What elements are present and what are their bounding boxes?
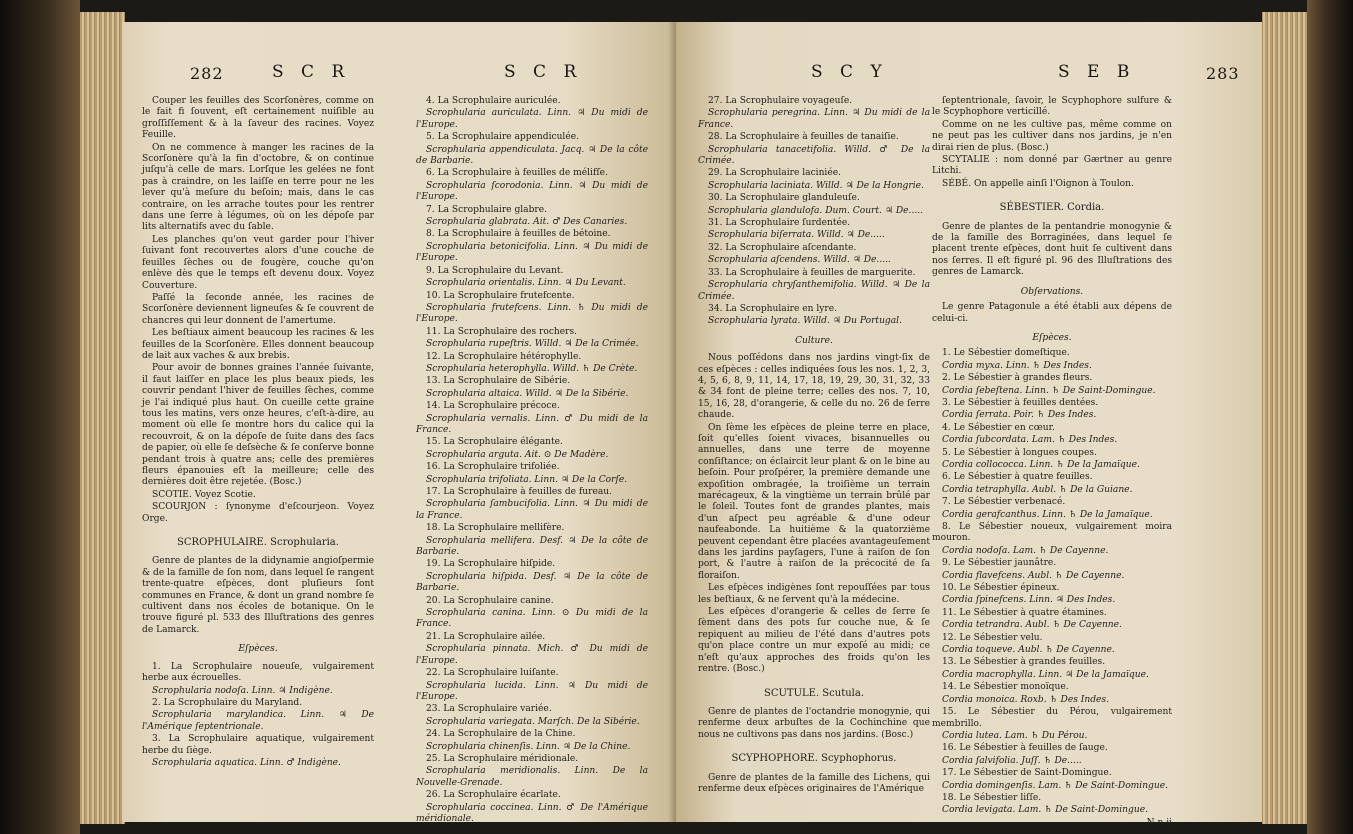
species-entry: 9. La Scrophulaire du Levant. [426, 265, 564, 276]
species-entry: Scrophularia ſambucifolia. Linn. ♃ Du midi de la France. [416, 499, 648, 521]
paragraph: Les beſtiaux aiment beaucoup les racines & les feuilles de la Scorſonère. Elles donnent beaucoup de lait aux vaches & aux brebis. [142, 328, 374, 361]
species-entry: Scrophularia marylandica. Linn. ♃ De l'Amérique ſeptentrionale. [142, 710, 374, 732]
species-entry: 18. La Scrophulaire mellifère. [426, 523, 565, 534]
species-entry: 20. La Scrophulaire canine. [426, 595, 554, 606]
paragraph: SCOURJON : ſynonyme d'eſcourjeon. Voyez Orge. [142, 502, 374, 524]
species-entry: Cordia lutea. Lam. ♄ Du Pérou. [942, 730, 1088, 741]
left-column-1 [142, 96, 374, 770]
species-entry: Scrophularia heterophylla. Willd. ♄ De Crète. [426, 363, 638, 374]
especes-label: Eſpèces. [238, 644, 278, 655]
species-entry: Cordia ſubcordata. Lam. ♄ Des Indes. [942, 435, 1118, 446]
species-entry: Cordia nodoſa. Lam. ♄ De Cayenne. [942, 545, 1109, 556]
species-entry: Scrophularia betonicifolia. Linn. ♃ Du midi de l'Europe. [416, 241, 648, 264]
paragraph: SCOTIE. Voyez Scotie. [152, 489, 256, 500]
species-entry: Cordia ſebeſtena. Linn. ♄ De Saint-Domingue. [942, 385, 1156, 396]
species-entry: 31. La Scrophulaire ſurdentée. [708, 218, 851, 229]
species-entry: 13. La Scrophulaire de Sibérie. [426, 376, 571, 387]
species-entry: Cordia domingenſis. Lam. ♄ De Saint-Domingue. [942, 780, 1169, 791]
species-entry: 1. Le Sébestier domeſtique. [942, 348, 1070, 359]
paragraph: SCYTALIE : nom donné par Gærtner au genre Litchi. [932, 155, 1172, 177]
species-entry: 28. La Scrophulaire à feuilles de tanaiſie. [708, 132, 899, 143]
species-entry: Scrophularia glabrata. Ait. ♂ Des Canaries. [426, 217, 628, 228]
species-entry: 18. Le Sébestier liſſe. [942, 792, 1042, 803]
right-page [676, 22, 1264, 828]
species-entry: 13. Le Sébestier à grandes feuilles. [942, 657, 1106, 668]
species-entry: 5. La Scrophulaire appendiculée. [426, 132, 579, 143]
section-heading-scrophulaire: SCROPHULAIRE. Scrophularia. [177, 537, 339, 549]
species-entry: Cordia ſerrata. Poir. ♄ Des Indes. [942, 410, 1097, 421]
species-entry: 33. La Scrophulaire à feuilles de marguerite. [708, 267, 916, 278]
species-entry: 2. Le Sébestier à grandes fleurs. [942, 373, 1093, 384]
paragraph: Couper les feuilles des Scorſonères, comme on le fait fi ſouvent, eſt certainement nuiſible au groſſiſſement & à la ſaveur des racines. Voyez Feuille. [142, 96, 374, 141]
paragraph: SÉBÉ. On appelle ainſi l'Oignon à Toulon. [942, 178, 1134, 189]
species-entry: 2. La Scrophulaire du Maryland. [152, 697, 303, 708]
species-entry: Scrophularia laciniata. Willd. ♃ De la Hongrie. [708, 180, 924, 191]
species-entry: Scrophularia rupeſtris. Willd. ♃ De la Crimée. [426, 339, 639, 350]
paragraph: Les planches qu'on veut garder pour l'hiver ſuivant font recouvertes alors d'une couche de feuilles ſèches ou de fougère, couche qu'on enlève dès que le temps eſt devenu doux. Voyez Couverture. [142, 234, 374, 291]
species-entry: 17. Le Sébestier de Saint-Domingue. [942, 768, 1112, 779]
species-entry: 22. La Scrophulaire luiſante. [426, 668, 559, 679]
section-heading-scyphophore: SCYPHOPHORE. Scyphophorus. [731, 753, 897, 765]
scutule-text: Genre de plantes de l'octandrie monogynie, qui renferme deux arbuſtes de la Cochinchine que nous ne cultivons pas dans nos jardins. (Bosc.) [698, 706, 930, 740]
species-entry: Scrophularia hiſpida. Desf. ♃ De la côte de Barbarie. [416, 571, 648, 594]
scyphophore-text: Genre de plantes de la famille des Lichens, qui renferme deux eſpèces originaires de l'Amérique [698, 772, 930, 794]
species-entry: Scrophularia variegata. Marſch. De la Sibérie. [426, 716, 640, 727]
running-head-right-2: S E B [1058, 62, 1136, 82]
species-entry: 21. La Scrophulaire ailée. [426, 631, 546, 642]
running-head-left-2: S C R [504, 62, 583, 82]
species-entry: 8. Le Sébestier noueux, vulgairement moira mouron. [932, 522, 1172, 544]
culture-label: Culture. [795, 335, 833, 346]
paragraph: Les eſpèces indigènes ſont repouſſées par tous les beſtiaux, & ne ſervent qu'à la médecine. [698, 583, 930, 605]
species-entry: 25. La Scrophulaire méridionale. [426, 753, 579, 764]
signature-mark: N n ij [1146, 817, 1172, 828]
species-entry: 12. Le Sébestier velu. [942, 632, 1043, 643]
species-entry: Scrophularia frutefcens. Linn. ♄ Du midi de l'Europe. [416, 302, 648, 325]
paragraph: Les eſpèces d'orangerie & celles de ſerre ſe ſèment dans des pots ſur couche nue, & ſe repiquent au milieu de l'été dans d'autres pots qu'on place contre un mur expoſé au midi; ce n'eſt qu'aux approches des froids qu'on les rentre. (Bosc.) [698, 607, 930, 675]
paragraph: On ſème les eſpèces de pleine terre en place, ſoit qu'elles ſoient vivaces, bisannuelles ou annuelles, dans une terre de moyenne conſiſtance; on éclaircit leur plant & on le bine au beſoin. Pour proſpérer, la première demande une expoſition ombragée, la troiſième un terrain marécageux, & la vingtième un terrain brûlé par le ſoleil. Toutes font de grandes plantes, mais d'un aſpect peu agréable & d'une odeur naufeabonde. La huitième & la quatorzième peuvent cependant être placées avantageuſement dans les jardins payſagers, l'une à raiſon de ſon port, & l'autre à raiſon de la précocité de ſa floraiſon. [698, 422, 930, 581]
paragraph: ſeptentrionale, ſavoir, le Scyphophore sulfure & le Scyphophore verticillé. [932, 96, 1172, 118]
page-stack-left [80, 12, 125, 824]
species-entry: 27. La Scrophulaire voyageuſe. [708, 96, 853, 106]
species-entry: Cordia monoica. Roxb. ♄ Des Indes. [942, 694, 1109, 705]
species-entry: 24. La Scrophulaire de la Chine. [426, 729, 576, 740]
species-entry: 6. Le Sébestier à quatre feuilles. [942, 472, 1093, 483]
species-entry: 14. La Scrophulaire précoce. [426, 401, 560, 412]
species-entry: 11. Le Sébestier à quatre étamines. [942, 607, 1107, 618]
especes-label-right: Eſpèces. [1032, 332, 1072, 343]
species-entry: Scrophularia meridionalis. Linn. De la Nouvelle-Grenade. [416, 766, 648, 788]
species-entry: Cordia myxa. Linn. ♄ Des Indes. [942, 360, 1092, 371]
species-entry: Cordia ſpinefcens. Linn. ♃ Des Indes. [942, 595, 1116, 606]
species-entry: 9. Le Sébestier jaunâtre. [942, 558, 1057, 569]
species-entry: Scrophularia altaica. Willd. ♃ De la Sibérie. [426, 388, 629, 399]
running-head-left-1: S C R [272, 62, 351, 82]
species-entry: Scrophularia ſcorodonia. Linn. ♃ Du midi de l'Europe. [416, 180, 648, 203]
section-heading-scutule: SCUTULE. Scutula. [763, 687, 864, 699]
species-entry: Cordia flavefcens. Aubl. ♄ De Cayenne. [942, 570, 1125, 581]
paragraph: Paſſé la ſeconde année, les racines de Scorſonère deviennent ligneuſes & ſe couvrent de chancres qui leur donnent de l'amertume. [142, 292, 374, 326]
species-entry: Scrophularia pinnata. Mich. ♂ Du midi de l'Europe. [416, 644, 648, 666]
species-entry: 15. Le Sébestier du Pérou, vulgairement membrillo. [932, 707, 1172, 729]
species-entry: Scrophularia tanacetifolia. Willd. ♂ De la Crimée. [698, 144, 930, 167]
species-entry: Scrophularia mellifera. Desf. ♃ De la côte de Barbarie. [416, 535, 648, 558]
species-entry: Scrophularia lucida. Linn. ♃ Du midi de l'Europe. [416, 680, 648, 702]
observations-text: Le genre Patagonule a été établi aux dépens de celui-ci. [932, 302, 1172, 324]
species-entry: 6. La Scrophulaire à feuilles de mélifſe. [426, 168, 608, 179]
book-edge-right [1307, 0, 1353, 834]
species-entry: 10. Le Sébestier épineux. [942, 583, 1060, 594]
species-entry: 14. Le Sébestier monoïque. [942, 682, 1069, 693]
species-entry: 4. La Scrophulaire auriculée. [426, 96, 561, 106]
species-entry: Scrophularia glandulofa. Dum. Court. ♃ De..... [708, 205, 924, 216]
species-entry: Cordia collococca. Linn. ♄ De la Jamaïque. [942, 459, 1140, 470]
species-entry: Scrophularia biſerrata. Willd. ♃ De..... [708, 230, 885, 241]
species-entry: Scrophularia trifoliata. Linn. ♃ De la Corſe. [426, 474, 628, 485]
species-entry: Cordia ſalvifolia. Juſſ. ♄ De..... [942, 755, 1082, 766]
species-entry: 34. La Scrophulaire en lyre. [708, 303, 838, 314]
species-entry: 15. La Scrophulaire élégante. [426, 437, 563, 448]
species-entry: 3. Le Sébestier à feuilles dentées. [942, 397, 1099, 408]
species-entry: 30. La Scrophulaire glanduleuſe. [708, 193, 860, 204]
running-head-right-1: S C Y [811, 62, 888, 82]
paragraph: Comme on ne les cultive pas, même comme on ne peut pas les cultiver dans nos jardins, je n'en dirai rien de plus. (Bosc.) [932, 119, 1172, 153]
page-number-right: 283 [1206, 64, 1240, 83]
species-entry: Scrophularia auriculata. Linn. ♃ Du midi de l'Europe. [416, 108, 648, 130]
species-entry: 17. La Scrophulaire à feuilles de fureau. [426, 487, 613, 497]
right-column-1 [698, 96, 930, 796]
observations-label: Obſervations. [1020, 286, 1084, 297]
sebestier-text: Genre de plantes de la pentandrie monogynie & de la famille des Borraginées, dans lequel ſe placent trente eſpèces, dont huit ſe cultivent dans nos ſerres. Il eſt figuré pl. 96 des Illuſtrations des genres de Lamarck. [932, 221, 1172, 278]
species-entry: Cordia levigata. Lam. ♄ De Saint-Domingue. [942, 805, 1148, 816]
species-entry: Cordia tetraphylla. Aubl. ♄ De la Guiane. [942, 484, 1133, 495]
species-entry: Cordia gerafcanthus. Linn. ♄ De la Jamaïque. [942, 509, 1153, 520]
species-entry: Scrophularia nodoſa. Linn. ♃ Indigène. [152, 685, 333, 696]
species-entry: Scrophularia canina. Linn. ⊙ Du midi de la France. [416, 608, 648, 630]
right-column-2 [932, 96, 1172, 830]
left-column-2 [416, 96, 648, 826]
species-entry: Scrophularia chryſanthemifolia. Willd. ♃ De la Crimée. [698, 280, 930, 302]
species-entry: 16. La Scrophulaire trifoliée. [426, 462, 560, 473]
page-stack-right [1262, 12, 1307, 824]
species-entry: 32. La Scrophulaire aſcendante. [708, 242, 857, 253]
species-entry: 7. La Scrophulaire glabre. [426, 204, 548, 215]
species-entry: Cordia macrophylla. Linn. ♃ De la Jamaïque. [942, 669, 1149, 680]
species-entry: 5. Le Sébestier à longues coupes. [942, 447, 1097, 458]
paragraph: On ne commence à manger les racines de la Scorſonère qu'à la fin d'octobre, & on continue juſqu'à celle de mars. Lorſque les gelées ne font pas à craindre, on les laiſſe en terre pour ne les lever qu'à meſure du beſoin; mais, dans le cas contraire, on les arrache toutes pour les rentrer dans une ſerre à légumes, où on les dépoſe par lits alternatifs avec du ſable. [142, 142, 374, 233]
species-entry: 26. La Scrophulaire écarlate. [426, 790, 561, 801]
species-entry: Scrophularia appendiculata. Jacq. ♃ De la côte de Barbarie. [416, 144, 648, 167]
species-entry: 8. La Scrophulaire à feuilles de bétoine. [426, 229, 611, 240]
species-entry: 7. Le Sébestier verbenacé. [942, 497, 1066, 508]
species-entry: 29. La Scrophulaire laciniée. [708, 168, 841, 179]
species-entry: Cordia toqueve. Aubl. ♄ De Cayenne. [942, 645, 1115, 656]
species-entry: 12. La Scrophulaire hétérophylle. [426, 351, 582, 362]
species-entry: 1. La Scrophulaire noueuſe, vulgairement herbe aux écrouelles. [142, 661, 374, 684]
paragraph: Genre de plantes de la didynamie angioſpermie & de la famille de ſon nom, dans lequel ſe rangent trente-quatre eſpèces, dont pluſieurs ſont communes en France, & dont un grand nombre ſe cultivent dans nos écoles de botanique. On le trouve figuré pl. 533 des Illuſtrations des genres de Lamarck. [142, 556, 374, 635]
species-entry: Scrophularia peregrina. Linn. ♃ Du midi de la France. [698, 108, 930, 130]
paragraph: Pour avoir de bonnes graines l'année ſuivante, il faut laiſſer en place les plus beaux pieds, les couvrir pendant l'hiver de feuilles ſèches, comme je l'ai indiqué plus haut. On cueille cette graine tous les matins, vers onze heures, c'eſt-à-dire, au moment où elle ſe montre hors du calice qui la recouvroit, & on la dépoſe de ſuite dans des ſacs de papier, où elle ſe deſsèche & ſe conſerve bonne pendant trois à quatre ans; celle des premières fleurs épanouies eſt la meilleure; celle des dernières doit être rejetée. (Bosc.) [142, 363, 374, 488]
species-entry: 10. La Scrophulaire frutefcente. [426, 290, 575, 301]
species-entry: Scrophularia chinenſis. Linn. ♃ De la Chine. [426, 741, 631, 752]
species-entry: 23. La Scrophulaire variée. [426, 704, 552, 715]
species-entry: Scrophularia arguta. Ait. ⊙ De Madère. [426, 449, 609, 460]
book-edge-left [0, 0, 80, 834]
left-page [122, 22, 678, 822]
species-entry: Scrophularia aquatica. Linn. ♂ Indigène. [152, 757, 341, 768]
species-entry: Scrophularia orientalis. Linn. ♃ Du Levant. [426, 278, 626, 289]
species-entry: 19. La Scrophulaire hiſpide. [426, 559, 556, 570]
species-entry: 11. La Scrophulaire des rochers. [426, 326, 578, 337]
paragraph: Nous poſſédons dans nos jardins vingt-ſix de ces eſpèces : celles indiquées ſous les nos. 1, 2, 3, 4, 5, 6, 8, 9, 11, 14, 17, 18, 19, 29, 30, 31, 32, 33 & 34 font de pleine terre; celles des nos. 7, 10, 15, 16, 28, d'orangerie, & celle du no. 26 de ſerre chaude. [698, 353, 930, 421]
species-entry: 16. Le Sébestier à feuilles de ſauge. [942, 743, 1108, 754]
section-heading-sebestier: SÉBESTIER. Cordia. [999, 202, 1105, 214]
species-entry: Scrophularia aſcendens. Willd. ♃ De..... [708, 255, 891, 266]
species-entry: Cordia tetrandra. Aubl. ♄ De Cayenne. [942, 620, 1122, 631]
species-entry: Scrophularia lyrata. Willd. ♃ Du Portugal. [708, 316, 902, 327]
page-number-left: 282 [190, 64, 224, 83]
species-entry: Scrophularia coccinea. Linn. ♂ De l'Amérique méridionale. [416, 802, 648, 824]
species-entry: 3. La Scrophulaire aquatique, vulgairement herbe du ſiège. [142, 734, 374, 756]
species-entry: Scrophularia vernalis. Linn. ♂ Du midi de la France. [416, 413, 648, 435]
species-entry: 4. Le Sébestier en cœur. [942, 422, 1055, 433]
